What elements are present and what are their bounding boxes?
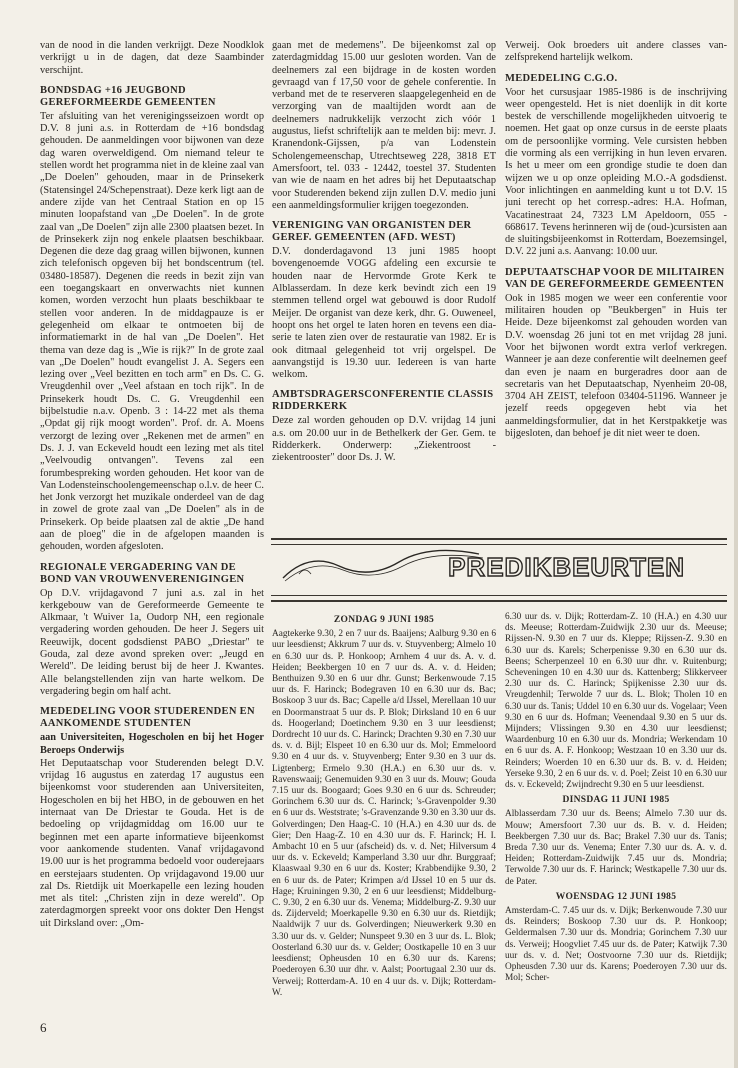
article-continuation (40, 40, 264, 77)
predikbeurten-banner (271, 538, 727, 602)
article-heading: MEDEDELING C.G.O. (505, 72, 618, 84)
banner-title: PREDIKBEURTEN (448, 552, 685, 582)
article-studerenden (40, 706, 264, 930)
article-organisten (272, 220, 496, 381)
article-heading: AMBTSDRAGERSCONFERENTIE CLASSIS RIDDERKERK (272, 389, 494, 413)
article-regionale-vergadering (40, 562, 264, 699)
article-body: D.V. donderdagavond 13 juni 1985 hoopt bovengenoemde VOGG afdeling een excursie te houden naar de Hervormde Grote Kerk te Alblasserdam. In deze kerk bevindt zich een 19 stemmen tellend orgel wat gebouwd is door Rudolf Meijer. De organist van deze kerk, dhr. G. Ouweneel, hoopt ons het orgel te laten horen en tevens een dia-serie te laten zien over de restauratie van 1982. Er is ook ditmaal gelegenheid tot vrij orgelspel. De aanvangstijd is 19.30 uur. Iedereen is van harte welkom. (272, 246, 496, 381)
article-body: Op D.V. vrijdagavond 7 juni a.s. zal in het kerkgebouw van de Gereformeerde Gemeente te Alkmaar, 't Wuiver 1a, Oudorp NH, een regionale vergadering worden gehouden. De heer J. Segers uit Reeuwijk, docent godsdienst PABO „Driestar" te Gouda, zal deze avond spreken over: „Jeugd en Wereld". De leiding berust bij de heer J. Kwantes. Alle belangstellenden zijn van harte welkom. De vergadering begin om half acht. (40, 587, 264, 697)
schedule-entries: Alblasserdam 7.30 uur ds. Beens; Almelo 7.30 uur ds. Mouw; Amersfoort 7.30 uur ds. B. v. d. Heiden; Beekbergen 7.30 uur ds. Bac; Brakel 7.30 uur ds. Tanis; Breda 7.30 uur ds. Venema; Enter 7.30 uur ds. A. v. d. Heiden; Rotterdam-Zuidwijk 7.45 uur ds. Mondria; Terwolde 7.30 uur ds. F. Harinck; Westkapelle 7.30 uur ds. de Pater. (505, 809, 727, 887)
article-cgo (505, 73, 727, 259)
article-body: Voor het cursusjaar 1985-1986 is de inschrijving weer opengesteld. Het is niet doenlijk in dit korte bestek de verschillende mogelijkheden uitvoerig te noemen. Het gaat op onze cursus in de eerste plaats om de persoonlijke vorming. Vele cursisten hebben die vorming als een verrijking in hun leven ervaren. Is het u meer om een grondige studie te doen dan wijzen we u op onze opleiding M.O.-A godsdienst. Voor inlichtingen en aanmelding kunt u tot D.V. 15 juni terecht op het corresp.-adres: H.A. Hofman, Vacatinestraat 24, 7323 LM Apeldoorn, 055 - 668617. Tevens herinneren wij de (oud-)cursisten aan de sluitingsbijeenkomst in Rotterdam, Boezemsingel, D.V. 22 juni a.s. Aanvang: 10.00 uur. (505, 86, 727, 258)
schedule-date-heading: DINSDAG 11 JUNI 1985 (562, 795, 670, 806)
schedule-entries: Amsterdam-C. 7.45 uur ds. v. Dijk; Berkenwoude 7.30 uur ds. Reinders; Boskoop 7.30 uur ds. P. Honkoop; Geldermalsen 7.30 uur ds. Mondria; Gorinchem 7.30 uur ds. Verweij; Hoogvliet 7.45 uur ds. de Pater; Katwijk 7.30 uur ds. v. d. Net; Oostvoorne 7.30 uur ds. Rietdijk; Opheusden 7.30 uur ds. Karens; Poederoyen 7.30 uur ds. Mol; Scher- (505, 906, 727, 984)
article-ambtsdragers (272, 389, 496, 464)
page-number: 6 (40, 1020, 47, 1035)
scan-edge (734, 0, 738, 1068)
schedule-date-heading: WOENSDAG 12 JUNI 1985 (555, 891, 677, 902)
article-subheading: aan Universiteiten, Hogescholen en bij het Hoger Beroeps Onderwijs (40, 732, 264, 756)
schedule-entries: Aagtekerke 9.30, 2 en 7 uur ds. Baaijens; Aalburg 9.30 en 6 uur leesdienst; Akkrum 7 uur ds. v. Stuyvenberg; Almelo 10 en 6.30 uur ds. P. Honkoop; Arnhem 4 uur ds. A. v. d. Heiden; Beekbergen 10 en 7 uur ds. A. v. d. Heiden; Benthuizen 9.30 en 6 uur dhr. Gunst; Berkenwoude 7.15 uur ds. F. Harinck; Bodegraven 10 en 6.30 uur ds. Bac; Boskoop 3 uur ds. Bac; Capelle a/d IJssel, Merellaan 10 uur en Doormanstraat 5 uur ds. P. Blok; Dirksland 10 en 6 uur ds. Hoogerland; Doetinchem 9.30 en 3 uur leesdienst; Dordrecht 10 uur ds. C. Harinck; Drachten 9.30 en 7.30 uur ds. v. d. Bijl; Elspeet 10 en 6.30 uur ds. Mol; Emmeloord 9.30 en 4 uur ds. v. Stuyvenberg; Enter 9.30 en 3 uur ds. Ligtenberg; Ermelo 9.30 (H.A.) en 6.30 uur ds. v. Ravenswaaij; Genemuiden 9.30 en 3 uur ds. Mouw; Gouda 7.15 uur ds. Boogaard; Goes 9.30 en 6 uur ds. Schreuder; Gorinchem 6.30 uur ds. C. Harinck; 's-Gravenpolder 9.30 en 6 uur ds. Weststrate; 's-Gravenzande 9.30 en 3.30 uur ds. Golverdingen; Den Haag-C. 10 (H.A.) en 4.30 uur ds. de Gier; Den Haag-Z. 10 en 4.30 uur ds. F. Harinck; H. I. Ambacht 10 en 5 uur (afscheid) ds. v. d. Net; Hilversum 4 uur ds. v. Eckeveld; Kamperland 3.30 uur dhr. Burggraaf; Klaaswaal 9.30 en 6 uur ds. Koster; Krabbendijke 9.30, 2 en 6 uur ds. de Pater; Krimpen a/d IJssel 10 en 5 uur ds. Hage; Kruiningen 9.30, 2 en 6 uur leesdienst; Middelburg-C. 9.30, 2 en 6.30 uur ds. Venema; Middelburg-Z. 9.30 uur ds. Zijderveld; Moerkapelle 9.30 en 6.30 uur ds. Rietdijk; Naaldwijk 7 uur ds. Golverdingen; Nieuwerkerk 9.30 en 3.30 uur ds. v. Gelder; Nunspeet 9.30 en 3 uur ds. L. Blok; Oosterland 6.30 uur ds. v. Gelder; Oostkapelle 10 en 3 uur leesdienst; Opheusden 10 en 6.30 uur ds. Karens; Poederoyen 6.30 uur dhr. v. Aalst; Poortugaal 2.30 uur ds. Verweij; Rotterdam-A. 10 en 4 uur ds. v. Dijk; Rotterdam-W. (272, 629, 496, 998)
column-3 (505, 40, 727, 530)
article-body: Het Deputaatschap voor Studerenden belegt D.V. vrijdag 16 augustus en zaterdag 17 augustus een bijeenkomst voor studerenden aan Universiteiten, Hogescholen en bij het HBO, in de gebouwen en het internaat van De Driestar te Gouda. Het is de bedoeling op vrijdagmiddag om 16.00 uur te beginnen met een aparte informatieve bijeenkomst voor aankomende studenten. Vanaf vrijdagavond 19.00 uur is het programma bedoeld voor ouderejaars en eerstejaars studenten. Op vrijdagavond 19.00 uur zal Ds. Rietdijk uit Moerkapelle een lezing houden met als titel: „Christen zijn in deze wereld". Op zaterdagmorgen spreekt voor ons dokter Den Hengst uit Dirksland over: „Om- (40, 757, 264, 929)
schedule-right-column (505, 612, 727, 1014)
article-bondsdag (40, 85, 264, 554)
article-body: Ook in 1985 mogen we weer een conferentie voor militairen houden op "Beukbergen" in Huis ter Heide. Deze bijeenkomst zal gehouden worden van D.V. woensdag 26 juni tot en met vrijdag 28 juni. Voor het bijwonen wordt extra verlof verkregen. Wanneer je aan deze conferentie wilt deelnemen geef dan even je naam en burgeradres door aan de secretaris van het Deputaatschap, Nyenheim 20-08, 3704 AH ZEIST, telefoon 03404-51196. Wanneer je jezelf reeds opgegeven hebt via het aanmeldingsformulier, dat in het Kerstpakketje was bijgesloten, dan behoef je dit niet weer te doen. (505, 292, 727, 440)
schedule-left-column (272, 612, 496, 1014)
article-heading: MEDEDELING VOOR STUDERENDEN EN AANKOMENDE STUDENTEN (40, 706, 255, 730)
article-continuation (505, 40, 727, 65)
article-heading: BONDSDAG +16 JEUGBOND GEREFORMEERDE GEMEENTEN (40, 84, 216, 108)
column-2 (272, 40, 496, 530)
article-continuation (272, 40, 496, 212)
article-body: gaan met de medemens". De bijeenkomst zal op zaterdagmiddag 15.00 uur gesloten worden. Van de deelnemers zal een bijdrage in de kosten worden gevraagd van f 17,50 voor de gehele conferentie. In verband met de te reserveren slaapgelegenheid en de verzorging van de maaltijden wordt aan de deelnemers nadrukkelijk verzocht zich vóór 1 augustus, liefst schriftelijk aan te melden bij: mevr. J. Kranendonk-Gijssen, p/a van Lodenstein Scholengemeenschap, Utrechtseweg 228, 3818 ET Amersfoort, tel. 033 - 12442, toestel 37. Studenten van wie de naam en het adres bij het Deputaatschap voor Studerenden bekend zijn zullen D.V. medio juni een aanmeldingsformulier krijgen toegezonden. (272, 40, 496, 211)
article-body: van de nood in die landen verkrijgt. Deze Noodklok verkrijgt u in de dagen, dat deze Saambinder verschijnt. (40, 40, 264, 76)
article-heading: VERENIGING VAN ORGANISTEN DER GEREF. GEMEENTEN (AFD. WEST) (272, 220, 472, 244)
schedule-date-heading: ZONDAG 9 JUNI 1985 (333, 615, 435, 625)
article-body: Ter afsluiting van het verenigingsseizoen wordt op D.V. 8 juni a.s. in Rotterdam de +16 bondsdag gehouden. De aanmeldingen voor bijwonen van deze dag waren overweldigend. Om niemand teleur te stellen wordt het programma niet in de kleine zaal van „De Doelen" gehouden, maar in de Prinsekerk (Statensingel 24/Schepenstraat). Deze kerk ligt aan de andere zijde van het Centraal Station en op 15 minuten loopafstand van „De Doelen". In de grote zaal van „De Doelen" zijn alle 2300 plaatsen bezet. In de Prinsekerk zijn nog enkele plaatsen beschikbaar. Degenen die deze dag graag willen bijwonen, kunnen zich telefonisch opgeven bij het bondscentrum (tel. 03480-18587). Degenen die reeds in bezit zijn van een toegangskaart en onverwachts niet kunnen komen, worden verzocht hun plaats beschikbaar te stellen voor anderen. In de middagpauze is er gelegenheid om elkaar te ontmoeten bij de informatiemarkt in de hal van „De Doelen". Het thema van deze dag is „Wie is rijk?" In de grote zaal van „De Doelen" houdt evangelist J. A. Segers een lezing over „Veel bezitten en toch arm" en Ds. C. G. Vreugdenhil over „Veel afstaan en toch rijk". In de Prinsekerk houdt Ds. C. G. Vreugdenhil een bijbelstudie n.a.v. Openb. 3 : 14-22 met als thema „Opdat gij rijk moogt worden". Prof. dr. A. Moens verzorgt de lezing over „Rekenen met de armen" en Ds. J. J. van Eckeveld houdt een lezing met als titel „Veelvoudig ontvangen". Tevens zal een forumbespreking worden gehouden. Het koor van de Van Lodensteinschoolengemeenschap o.l.v. de heer C. het Jonk verzorgt het muzikale onderdeel van de dag in zowel de grote zaal van „De Doelen" als in de Prinsekerk. Op beide plaatsen zal de aktie „De hand aan de ploeg" die in de afgelopen maanden is gehouden, worden afgesloten. (40, 110, 264, 553)
column-1 (40, 40, 264, 1000)
article-heading: DEPUTAATSCHAP VOOR DE MILITAIREN VAN DE GEREFORMEERDE GEMEENTEN (505, 266, 725, 290)
article-body: Verweij. Ook broeders uit andere classes van-zelfsprekend hartelijk welkom. (505, 40, 727, 64)
article-militairen (505, 267, 727, 441)
schedule-entries: 6.30 uur ds. v. Dijk; Rotterdam-Z. 10 (H.A.) en 4.30 uur ds. Meeuse; Rotterdam-Zuidwijk 2.30 uur ds. Meeuse; Rijssen-N. 9.30 en 7 uur ds. Kleppe; Rijssen-Z. 9.30 en 6.30 uur ds. Karels; Scherpenisse 9.30 en 6.30 uur ds. Beens; Scherpenzeel 10 en 6.30 uur dhr. v. Ruitenburg; Scheveningen 10 en 4.30 uur ds. Kattenberg; Slikkerveer 2.30 uur ds. C. Harinck; Spijkenisse 2.30 uur ds. Vreugdenhil; Terwolde 7 uur ds. L. Blok; Tholen 10 en 6.30 uur ds. Tanis; Uddel 10 en 6.30 uur ds. Vogelaar; Veen 9.30 en 6 uur ds. Hofman; Veenendaal 9.30 en 5 uur ds. Mijnders; Vlissingen 9.30 en 4.30 uur leesdienst; Waardenburg 10 en 6.30 uur ds. Mondria; Werkendam 10 en 6 uur ds. A. F. Honkoop; Westzaan 10 en 3.30 uur ds. Reinders; Woerden 10 en 6.30 uur ds. B. v. d. Heiden; Yerseke 9.30, 2 en 6 uur ds. v. d. Poel; Zeist 10 en 6.30 uur ds. v. Eckeveld; Zwijndrecht 9.30 en 5 uur leesdienst. (505, 612, 727, 791)
article-body: Deze zal worden gehouden op D.V. vrijdag 14 juni a.s. om 20.00 uur in de Bethelkerk der Ger. Gem. te Ridderkerk. Onderwerp: „Ziekentroost - ziekentrooster" door Ds. J. W. (272, 415, 496, 464)
article-heading: REGIONALE VERGADERING VAN DE BOND VAN VROUWENVERENIGINGEN (40, 561, 245, 585)
